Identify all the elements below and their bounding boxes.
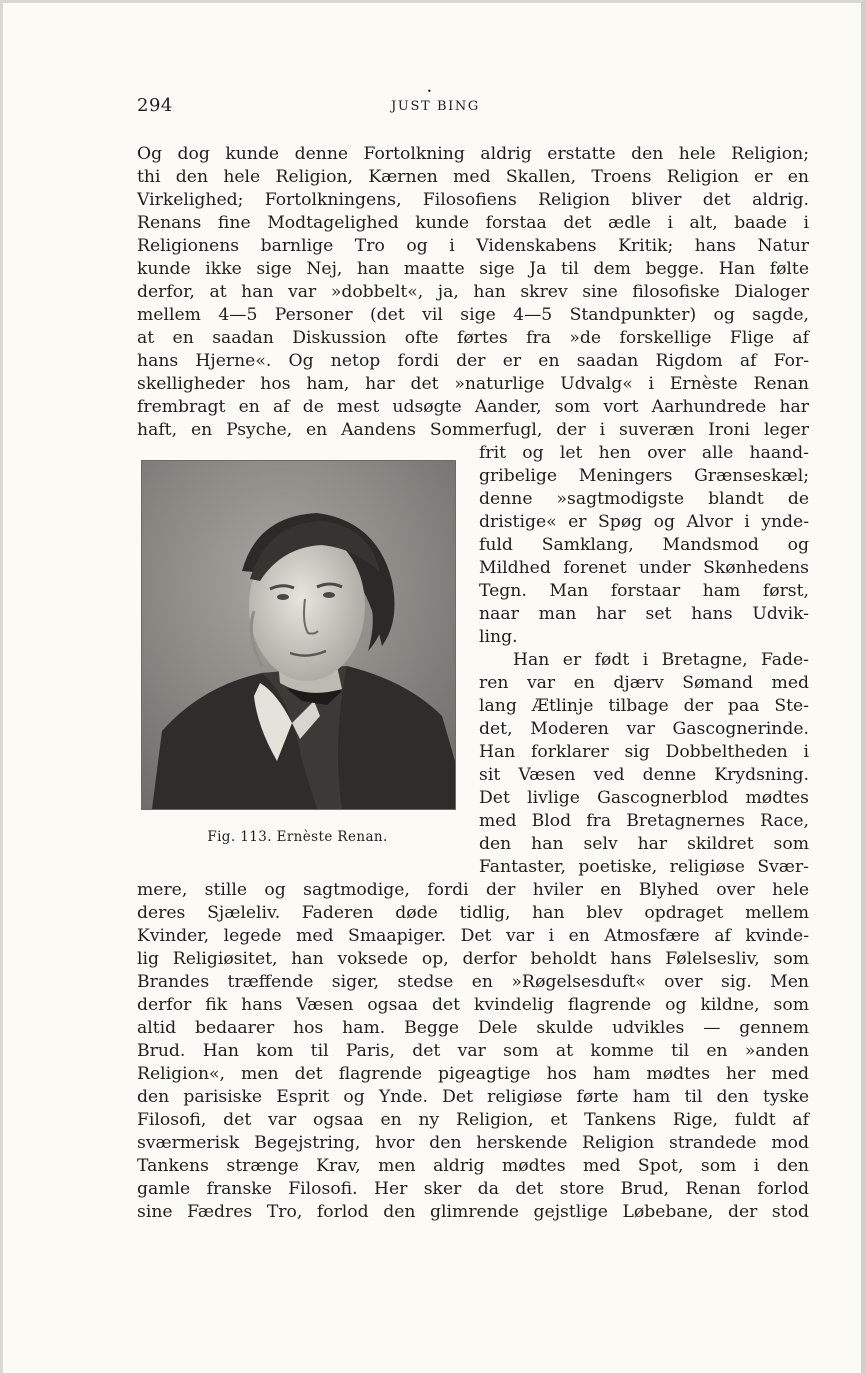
text-line: Kvinder, legede med Smaapiger. Det var i en Atmosfære af kvinde- bbox=[137, 926, 809, 946]
text-line: med Blod fra Bretagnernes Race, bbox=[479, 811, 809, 831]
text-line: sit Væsen ved denne Krydsning. bbox=[479, 765, 809, 785]
text-line: haft, en Psyche, en Aandens Sommerfugl, der i suveræn Ironi leger bbox=[137, 420, 809, 440]
text-line: den han selv har skildret som bbox=[479, 834, 809, 854]
portrait-image bbox=[142, 461, 455, 809]
text-line: Fantaster, poetiske, religiøse Svær- bbox=[479, 857, 809, 877]
text-line: mere, stille og sagtmodige, fordi der hviler en Blyhed over hele bbox=[137, 880, 809, 900]
text-line: frembragt en af de mest udsøgte Aander, som vort Aarhundrede har bbox=[137, 397, 809, 417]
text-line: det, Moderen var Gascognerinde. bbox=[479, 719, 809, 739]
text-line: den parisiske Esprit og Ynde. Det religiøse førte ham til den tyske bbox=[137, 1087, 809, 1107]
portrait-figure bbox=[141, 460, 456, 810]
figure-caption: Fig. 113. Ernèste Renan. bbox=[207, 829, 388, 845]
text-line: kunde ikke sige Nej, han maatte sige Ja til dem begge. Han følte bbox=[137, 259, 809, 279]
text-line: Virkelighed; Fortolkningens, Filosofiens Religion bliver det aldrig. bbox=[137, 190, 809, 210]
text-line: lig Religiøsitet, han voksede op, derfor beholdt hans Følelsesliv, som bbox=[137, 949, 809, 969]
text-line: fuld Samklang, Mandsmod og bbox=[479, 535, 809, 555]
text-line: hans Hjerne«. Og netop fordi der er en saadan Rigdom af For- bbox=[137, 351, 809, 371]
text-line: gamle franske Filosofi. Her sker da det store Brud, Renan forlod bbox=[137, 1179, 809, 1199]
text-line: Brud. Han kom til Paris, det var som at komme til en »anden bbox=[137, 1041, 809, 1061]
text-line: Tegn. Man forstaar ham først, bbox=[479, 581, 809, 601]
text-line: naar man har set hans Udvik- bbox=[479, 604, 809, 624]
text-line: Tankens strænge Krav, men aldrig mødtes med Spot, som i den bbox=[137, 1156, 809, 1176]
text-line: derfor fik hans Væsen ogsaa det kvindelig flagrende og kildne, som bbox=[137, 995, 809, 1015]
text-line: skelligheder hos ham, har det »naturlige Udvalg« i Ernèste Renan bbox=[137, 374, 809, 394]
text-line: Han forklarer sig Dobbeltheden i bbox=[479, 742, 809, 762]
text-line: Brandes træffende siger, stedse en »Røgelsesduft« over sig. Men bbox=[137, 972, 809, 992]
text-line: sværmerisk Begejstring, hvor den herskende Religion strandede mod bbox=[137, 1133, 809, 1153]
text-line: gribelige Meningers Grænseskæl; bbox=[479, 466, 809, 486]
text-line: sine Fædres Tro, forlod den glimrende gejstlige Løbebane, der stod bbox=[137, 1202, 809, 1222]
text-line: Renans fine Modtagelighed kunde forstaa det ædle i alt, baade i bbox=[137, 213, 809, 233]
text-line: dristige« er Spøg og Alvor i ynde- bbox=[479, 512, 809, 532]
text-line: Det livlige Gascognerblod mødtes bbox=[479, 788, 809, 808]
text-line: mellem 4—5 Personer (det vil sige 4—5 Standpunkter) og sagde, bbox=[137, 305, 809, 325]
text-line: derfor, at han var »dobbelt«, ja, han skrev sine filosofiske Dialoger bbox=[137, 282, 809, 302]
text-line: denne »sagtmodigste blandt de bbox=[479, 489, 809, 509]
text-line: altid bedaarer hos ham. Begge Dele skulde udvikles — gennem bbox=[137, 1018, 809, 1038]
text-line: Filosofi, det var ogsaa en ny Religion, et Tankens Rige, fuldt af bbox=[137, 1110, 809, 1130]
running-head: JUST BING bbox=[391, 99, 480, 114]
page-number: 294 bbox=[137, 95, 173, 116]
text-line: deres Sjæleliv. Faderen døde tidlig, han blev opdraget mellem bbox=[137, 903, 809, 923]
text-line: Religion«, men det flagrende pigeagtige hos ham mødtes her med bbox=[137, 1064, 809, 1084]
text-line: thi den hele Religion, Kærnen med Skallen, Troens Religion er en bbox=[137, 167, 809, 187]
text-line: lang Ætlinje tilbage der paa Ste- bbox=[479, 696, 809, 716]
text-line: ren var en djærv Sømand med bbox=[479, 673, 809, 693]
text-line: Han er født i Bretagne, Fade- bbox=[513, 650, 809, 670]
text-line: frit og let hen over alle haand- bbox=[479, 443, 809, 463]
text-line: Mildhed forenet under Skønhedens bbox=[479, 558, 809, 578]
ornament-dot: • bbox=[427, 87, 432, 96]
text-line: at en saadan Diskussion ofte førtes fra »de forskellige Flige af bbox=[137, 328, 809, 348]
text-line: Religionens barnlige Tro og i Videnskabens Kritik; hans Natur bbox=[137, 236, 809, 256]
text-line: ling. bbox=[479, 627, 518, 647]
text-line: Og dog kunde denne Fortolkning aldrig erstatte den hele Religion; bbox=[137, 144, 809, 164]
